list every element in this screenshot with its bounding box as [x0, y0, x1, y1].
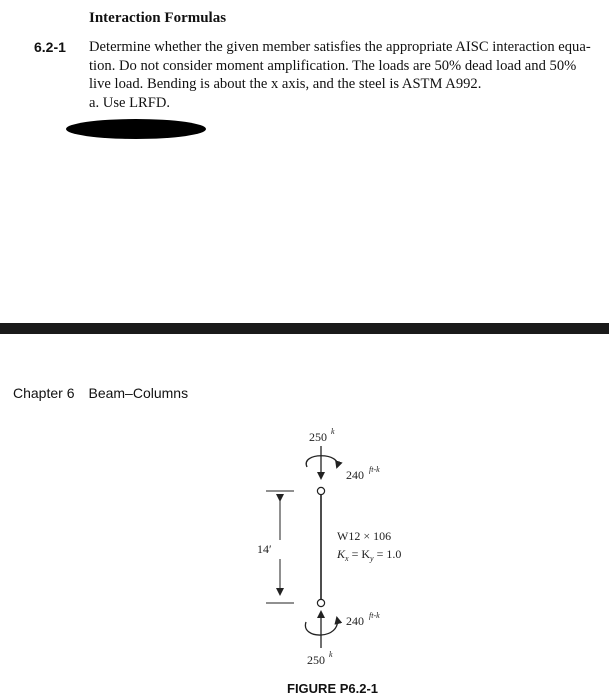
bottom-moment-unit: ft-k	[369, 611, 380, 620]
problem-number: 6.2-1	[34, 39, 66, 55]
top-moment-value: 240	[346, 468, 364, 482]
section-designation: W12 × 106	[337, 529, 392, 543]
chapter-label: Chapter 6	[13, 385, 75, 401]
problem-line-1: Determine whether the given member satisfies the appropriate AISC interaction equa-	[89, 39, 591, 55]
column-length: 14′	[257, 542, 272, 556]
chapter-title: Beam–Columns	[88, 385, 189, 401]
top-load-unit: k	[331, 427, 335, 436]
bottom-load-unit: k	[329, 650, 333, 659]
k-value: = 1.0	[373, 547, 402, 561]
k-x-label: K	[337, 547, 346, 561]
part-a-instruction: a. Use LRFD.	[89, 95, 171, 111]
k-y-subscript: y	[370, 554, 374, 563]
figure-caption: FIGURE P6.2-1	[287, 681, 379, 696]
problem-line-2: tion. Do not consider moment amplification. The loads are 50% dead load and 50%	[89, 57, 577, 74]
top-moment-unit: ft-k	[369, 465, 380, 474]
top-pin-support	[317, 487, 324, 494]
k-x-subscript: x	[345, 554, 349, 563]
top-moment-arrow	[306, 456, 337, 467]
effective-length-factors	[336, 547, 401, 563]
top-load-value: 250	[309, 430, 327, 444]
bottom-moment-value: 240	[346, 614, 364, 628]
k-y-label: = K	[348, 547, 371, 561]
bottom-pin-support	[317, 599, 324, 606]
bottom-load-value: 250	[307, 653, 325, 667]
section-heading: Interaction Formulas	[89, 10, 227, 26]
problem-line-3: live load. Bending is about the x axis, and the steel is ASTM A992.	[89, 76, 482, 92]
